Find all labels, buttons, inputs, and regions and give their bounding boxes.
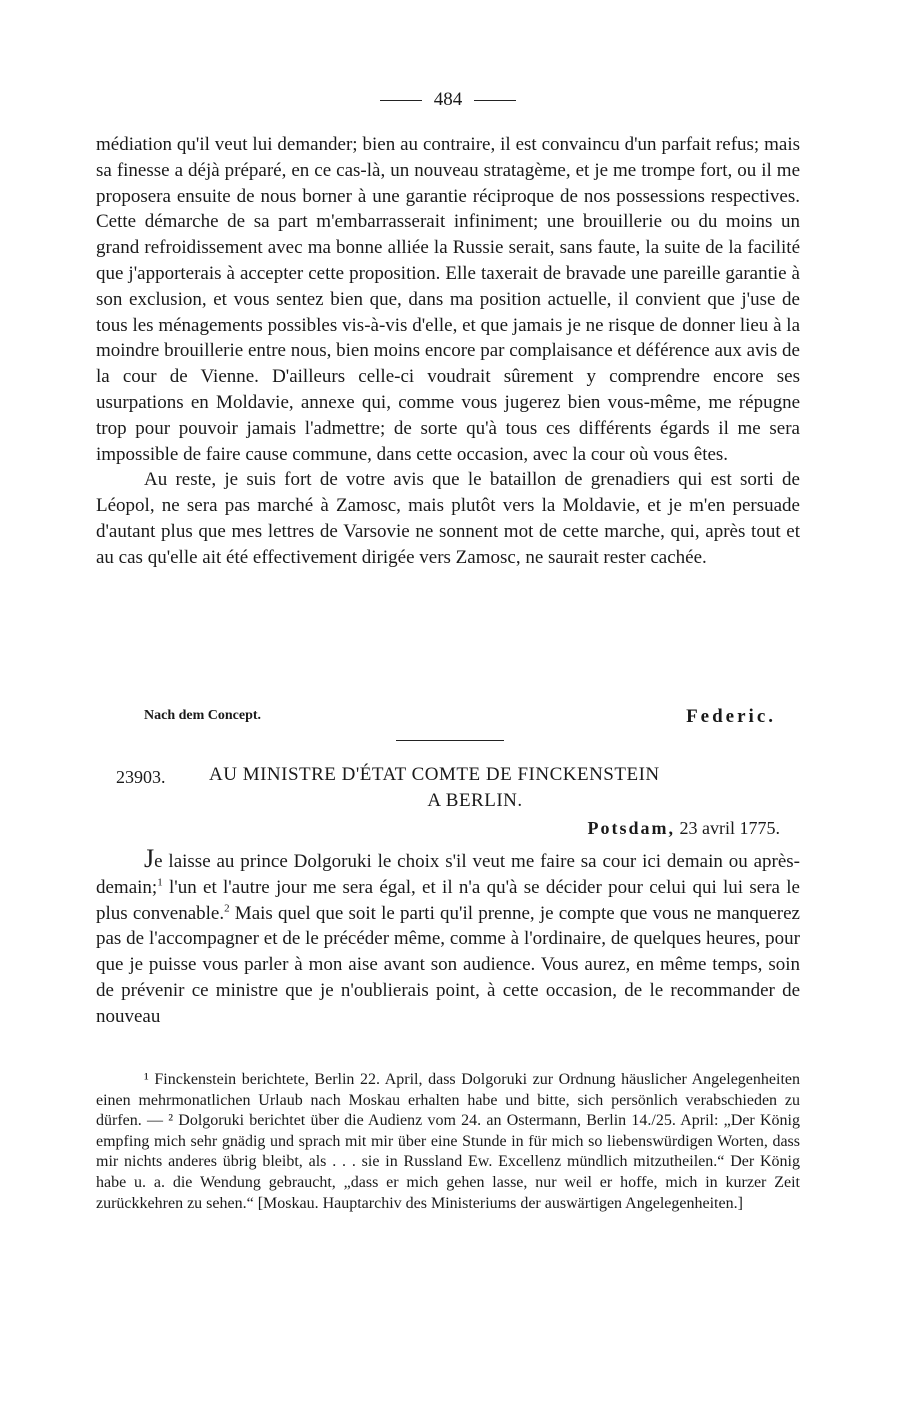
letter-place: Potsdam, [587, 818, 675, 838]
paragraph-1: médiation qu'il veut lui demander; bien au contraire, il est convaincu d'un parfait refus; mais sa finesse a déjà préparé, en ce cas-là, un nouveau stratagème, et je me trompe fort, ou il me proposera ensuite de nous borner à une garantie réciproque de nos possessions respectives. Cette démarche de sa part m'embarrasserait infiniment; une brouillerie ou du moins un grand refroidissement avec ma bonne alliée la Russie serait, sans faute, la suite de la facilité que j'apporterais à accepter cette proposition. Elle taxerait de bravade une pareille garantie à son exclusion, et vous sentez bien que, dans ma position actuelle, il convient que j'use de tous les ménagements possibles vis-à-vis d'elle, et que jamais je ne risque de donner lieu à la moindre brouillerie entre nous, bien moins encore par complaisance et déférence aux avis de la cour de Vienne. D'ailleurs celle-ci voudrait sûrement y comprendre encore ses usurpations en Moldavie, annexe qui, comme vous jugerez bien vous-même, me répugne trop pour pouvoir jamais l'admettre; de sorte qu'à tous ces différents égards il me sera impossible de faire cause commune, dans cette occasion, avec la cour où vous êtes. [96, 134, 800, 465]
paragraph-2: Au reste, je suis fort de votre avis que le bataillon de grenadiers qui est sorti de Léopol, ne sera pas marché à Zamosc, mais plutôt vers la Moldavie, et je m'en persuade d'autant plus que mes lettres de Varsovie ne sonnent mot de cette marche, qui, après tout et au cas qu'elle ait été effectivement dirigée vers Zamosc, ne saurait rester cachée. [96, 469, 800, 568]
signature-line [96, 706, 796, 730]
footnote-ref-2: 2 [224, 902, 230, 915]
letter-text-end: Mais quel que soit le parti qu'il prenne, je compte que vous ne manquerez pas de l'accompagner et de le précéder même, comme à l'ordinaire, de quelques heures, pour que je puisse vous parler à mon aise avant son audience. Vous aurez, en même temps, soin de prévenir ce ministre que je n'oublierais point, à cette occasion, de le recommander de nouveau [96, 902, 800, 1027]
page-number-text: 484 [433, 89, 463, 110]
letter-paragraph [96, 846, 800, 1030]
footnote-ref-1: 1 [157, 876, 163, 889]
letter-number: 23903. [116, 767, 166, 787]
page-number-dash-left [380, 100, 422, 101]
letter-date: 23 avril 1775. [679, 818, 780, 838]
letter-dateline [588, 818, 781, 839]
page-number [96, 89, 800, 111]
page-number-dash-right [474, 100, 516, 101]
footnote-text: ¹ Finckenstein berichtete, Berlin 22. April, dass Dolgoruki zur Ordnung häuslicher Angelegenheiten einen mehrmonatlichen Urlaub nach Moskau erhalten habe und bitte, sich persönlich verabschieden zu dürfen. — ² Dolgoruki berichtet über die Audienz vom 24. an Ostermann, Berlin 14./25. April: „Der König empfing mich sehr gnädig und sprach mit mir über eine Stunde in für mich so liebenswürdigen Worten, dass mir nichts anderes übrig bleibt, als . . . sie in Russland Ew. Excellenz mündlich mitzutheilen.“ Der König habe u. a. die Wendung gebraucht, „dass er mich gehen lasse, nur weil er hoffe, mich in kurzer Zeit zurückkehren zu sehen.“ [Moskau. Hauptarchiv des Ministeriums der auswärtigen Angelegenheiten.] [96, 1071, 800, 1212]
section-divider [396, 740, 504, 741]
footnotes [96, 1070, 800, 1214]
letter-initial: J [144, 844, 155, 873]
letter-text-start: e laisse au prince Dolgoruki le choix s'il veut me faire sa cour ici demain ou après-demain; [96, 851, 800, 898]
continued-letter-text [96, 132, 800, 571]
letter-title-line-1: AU MINISTRE D'ÉTAT COMTE DE FINCKENSTEIN [209, 764, 660, 785]
letter-body [96, 846, 800, 1030]
signature-name: Federic. [686, 706, 776, 727]
source-note: Nach dem Concept. [144, 708, 262, 723]
letter-text-mid: l'un et l'autre jour me sera égal, et il n'a qu'à se décider pour celui qui lui sera le plus convenable. [96, 876, 800, 924]
letter-title-line-2: A BERLIN. [427, 790, 523, 811]
